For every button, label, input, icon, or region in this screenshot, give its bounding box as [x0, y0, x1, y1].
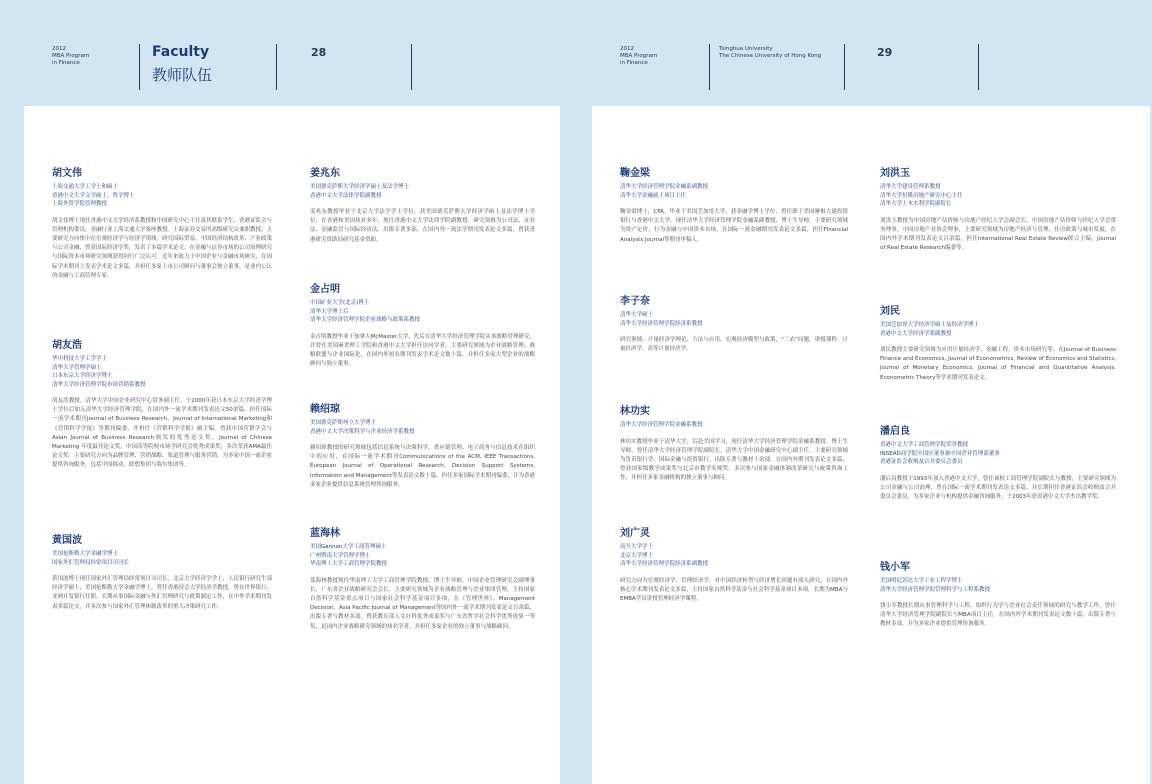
faculty-entry [880, 168, 1116, 253]
faculty-titles: 上海交通大学工学士和硕士 香港中文大学文学硕士、哲学博士 上海外贸学院管理教授 [52, 184, 135, 207]
faculty-name: 潘启良 [880, 426, 910, 437]
faculty-name: 胡友浩 [52, 340, 82, 351]
header-divider [139, 44, 140, 90]
page-number-right: 29 [877, 46, 893, 59]
section-title-zh: 教师队伍 [152, 66, 213, 84]
faculty-name: 蓝海林 [310, 528, 340, 539]
faculty-entry [880, 562, 1116, 630]
faculty-titles: 美国Gannon大学工商管理硕士 广州暨南大学管理学博士 华南理工大学工商管理学院教授 [310, 544, 388, 567]
faculty-entry [620, 296, 848, 354]
faculty-titles: 华中科技大学工学学士 清华大学管理学硕士 日本东京大学经济学博士 清华大学经济管理学院市场营销系教授 [52, 356, 146, 388]
faculty-bio: 鞠金梁博士，CFA。毕业于美国芝加哥大学，获金融学博士学位，曾任职于美国摩根大通投资银行与香港中文大学，现任清华大学经济管理学院金融系副教授、博士生导师，主要研究领域为资产定价、行为金融与中国资本市场，在国际一流金融期刊发表论文多篇，担任Financial Analysts Journal等期刊审稿人。 [620, 209, 848, 243]
faculty-name: 李子奈 [620, 296, 650, 307]
faculty-bio: 赖绍琼教授的研究领域包括信息系统与决策科学、供应链管理、电子商务与信息技术在组织中的应用，在国际一流学术期刊Communications of the ACM, IEEE Transactions, European Journal of Operational Research, Decision Support Systems, Information and Management等发表论文数十篇，担任多家国际学术期刊编委，并为香港多家企业提供信息系统管理咨询服务。 [310, 445, 535, 488]
header-divider [844, 44, 845, 90]
faculty-bio: 刘洪玉教授为中国房地产估价师与房地产经纪人学会副会长，中国房地产估价师与经纪人学会常务理事，中国房地产业协会理事，主要研究领域为房地产经济与管理、住房政策与城市发展，在国内外学术期刊发表论文百余篇，担任International Real Estate Review联合主编，Journal of Real Estate Research编委等。 [880, 217, 1116, 252]
header-divider [978, 44, 979, 90]
faculty-titles: 美国伦斯勒大学金融学博士 国家外汇管理局经常项目司司长 [52, 551, 130, 566]
faculty-entry [52, 340, 272, 471]
faculty-titles: 美国芝加哥大学经济学硕士及经济学博士 香港中文大学经济学系副教授 [880, 322, 980, 337]
faculty-bio: 胡友浩教授，清华大学中国企业研究中心常务副主任。于2000年获日本东京大学经济学博士学位后加入清华大学经济管理学院，在国内外一流学术期刊发表论文50余篇，担任国际一流学术期刊Journal of Business Research、Journal of International Marketing和《营销科学学报》等期刊编委，并担任《营销科学学报》副主编。曾获中国营销学会与Asian Journal of Business Research颁发的优秀论文奖，Journal of Chinese Marketing 年度最佳论文奖，中国高等院校市场学研究会优秀成果奖，多次荣获AMA最佳论文奖。主要研究方向为品牌管理、营销战略、渠道管理与服务营销，为多家中国一流企业提供咨询服务，包括中国移动、联想集团与海尔集团等。 [52, 398, 273, 469]
faculty-name: 鞠金梁 [620, 168, 650, 179]
header-divider [411, 44, 412, 90]
faculty-titles: 香港中文大学工商管理学院荣誉教授 INSEAD商学院中国区董事兼中国企业管理部董事 香港证监会收购及合并委员会委员 [880, 442, 1000, 465]
faculty-bio: 黄国波博士现任国家外汇管理局经常项目司司长，北京大学经济学学士，人民银行研究生部经济学硕士，美国伦斯勒大学金融学博士，曾任香港浸会大学经济学教授，曾在世界银行、亚洲开发银行任职，长期从事国际金融与外汇管理研究与政策制定工作，在中外学术期刊发表多篇论文，并多次参与国家外汇管理体制改革的重大决策研究工作。 [52, 576, 273, 610]
faculty-titles: 南开大学学士 北京大学博士 清华大学经济管理学院经济系副教授 [620, 544, 709, 567]
faculty-titles: 清华大学硕士 清华大学经济管理学院经济系教授 [620, 312, 703, 327]
program-label-left: 2012 MBA Program in Finance [52, 46, 90, 66]
faculty-titles: 中国矿业大学(北京)博士 清华大学博士后 清华大学经济管理学院企业战略与政策系教授 [310, 300, 421, 323]
faculty-entry [52, 168, 272, 281]
page-number-left: 28 [311, 46, 327, 59]
header-divider [709, 44, 710, 90]
faculty-entry [880, 426, 1116, 502]
university-label: Tsinghua University The Chinese University of Hong Kong [719, 46, 822, 59]
right-page [592, 0, 1152, 784]
faculty-bio: 钱小军教授长期从事管理科学与工程、组织行为学与企业社会责任领域的研究与教学工作，曾任清华大学经济管理学院副院长与MBA项目主任，在国内外学术期刊发表论文数十篇，出版专著与教材多部，并为多家企业提供管理咨询服务。 [880, 603, 1116, 628]
faculty-name: 胡文伟 [52, 168, 82, 179]
faculty-entry [620, 168, 848, 245]
faculty-entry [620, 528, 848, 604]
faculty-name: 刘洪玉 [880, 168, 910, 179]
faculty-titles: 清华大学经济管理学院金融系教授 [620, 422, 703, 428]
faculty-entry [880, 306, 1116, 383]
faculty-bio: 刘民教授主要研究领域为应用计量经济学、金融工程、资本市场研究等，在Journal of Business Finance and Economics, Journal of Econometrics, Review of Economics and Statistics, Journal of Monetary Economics, Journal of Financial and Quantitative Analysis, Econometric Theory等学术期刊发表论文。 [880, 347, 1116, 381]
faculty-entry [310, 168, 535, 245]
faculty-bio: 研究领域：计量经济学理论、方法与应用，宏观经济模型与政策，“三农”问题。讲授课程：计量经济学，高等计量经济学。 [620, 337, 848, 353]
faculty-titles: 美国德克萨斯大学经济学硕士及法学博士 香港中文大学法律学院副教授 [310, 184, 410, 199]
faculty-entry [52, 535, 272, 612]
faculty-titles: 美国德克萨斯州立大学博士 香港中文大学决策科学与企业经济学系教授 [310, 420, 415, 435]
faculty-bio: 潘启良教授于1993年加入香港中文大学，曾任该校工商管理学院副院长与教授，主要研究领域为公司金融与公司治理，曾在国际一流学术期刊发表论文多篇，并长期担任香港证监会收购及合并委员会委员，为多家企业与机构提供金融咨询服务，于2003年获香港中文大学杰出教学奖。 [880, 475, 1116, 500]
section-title-en: Faculty [152, 44, 210, 60]
faculty-titles: 清华大学建设管理系教授 清华大学恒隆房地产研究中心主任 清华大学土木水利学院副院长 [880, 184, 963, 207]
header-divider [276, 44, 277, 90]
faculty-name: 赖绍琼 [310, 404, 340, 415]
left-page [0, 0, 560, 784]
faculty-titles: 清华大学经济管理学院金融系副教授 清华大学金融硕士项目主任 [620, 184, 709, 199]
faculty-name: 刘广灵 [620, 528, 650, 539]
faculty-entry [310, 284, 535, 369]
faculty-bio: 金占明教授毕业于加拿大McMaster大学，先后在清华大学经济管理学院从事战略管理研究，并曾在美国麻省理工学院和香港中文大学担任访问学者，主要研究领域为企业战略管理、战略联盟与企业国际化，在国内外知名期刊发表学术论文数十篇，并担任多家大型企业的战略顾问与独立董事。 [310, 333, 535, 368]
faculty-name: 刘民 [880, 306, 900, 317]
faculty-bio: 姜兆东教授毕业于北京大学法学学士学位，获美国德克萨斯大学经济学硕士及法学博士学位，在香港和美国执业多年，现任香港中文大学法律学院副教授，研究领域为公司法、证券法、金融监管与国际经济法，出版专著多部，在国内外一流法学期刊发表论文多篇，曾获香港研究资助局研究基金资助。 [310, 209, 535, 243]
faculty-name: 林功实 [620, 406, 650, 417]
faculty-titles: 美国明尼苏达大学工业工程学博士 清华大学经济管理学院管理科学与工程系教授 [880, 578, 991, 593]
faculty-entry [310, 528, 535, 632]
faculty-bio: 研究方向为宏观经济学、管理经济学，对中国经济转型与经济增长问题有深入研究，在国内外核心学术期刊发表论文多篇，主持国家自然科学基金与社会科学基金项目多项，长期为MBA与EMBA学员讲授管理经济学课程。 [620, 577, 848, 602]
faculty-bio: 蓝海林教授现任华南理工大学工商管理学院教授、博士生导师，中国企业管理研究会副理事长，广东省企业战略研究会会长。主要研究领域为企业战略管理与企业集团管理，主持国家自然科学基金重点项目与国家社会科学基金项目多项，在《管理世界》、Management Decision、Asia Pacific Journal of Management等国内外一流学术期刊发表论文百余篇，出版专著与教材多部，曾获教育部人文社科优秀成果奖与广东省哲学社会科学优秀成果一等奖，是国内企业战略研究领域的知名学者，并担任多家企业的独立董事与战略顾问。 [310, 577, 535, 630]
faculty-entry [310, 404, 535, 490]
faculty-name: 钱小军 [880, 562, 910, 573]
program-label-right: 2012 MBA Program in Finance [620, 46, 658, 66]
faculty-bio: 林功实教授毕业于清华大学，后赴美国学习，现任清华大学经济管理学院金融系教授、博士生导师。曾任清华大学经济管理学院副院长，清华大学中国金融研究中心副主任，主要研究领域为货币银行学、国际金融与投资银行，出版专著与教材十余部，在国内外期刊发表论文多篇，曾获国家级教学成果奖与北京市教学名师奖，多次参与国家金融体制改革研究与政策咨询工作，并担任多家金融机构的独立董事与顾问。 [620, 438, 848, 482]
faculty-name: 金占明 [310, 284, 340, 295]
faculty-bio: 胡文伟博士现任香港中文大学经济系教授和中国研究中心主任及其联系学生，香港证监会与管理机构委员，金融行业上海交通大学客座教授。上海证券交易所高级研究员兼职教授，主要研究方向集中在宏观经济学与经济学领域，研究国际贸易、中国经济结构改革、产业政策与公司金融，曾获国际经济学奖，发表了多篇学术论文，在金融与证券市场的公司治理研究与国际资本市场研究领域获得同行广泛认可。近年来致力于中国企业与金融市场研究，在国际学术期刊上发表学术论文多篇，并担任多家上市公司顾问与董事会独立董事，是业内公认的金融与工商管理专家。 [52, 217, 273, 279]
faculty-entry [620, 406, 848, 484]
faculty-name: 姜兆东 [310, 168, 340, 179]
faculty-name: 黄国波 [52, 535, 82, 546]
